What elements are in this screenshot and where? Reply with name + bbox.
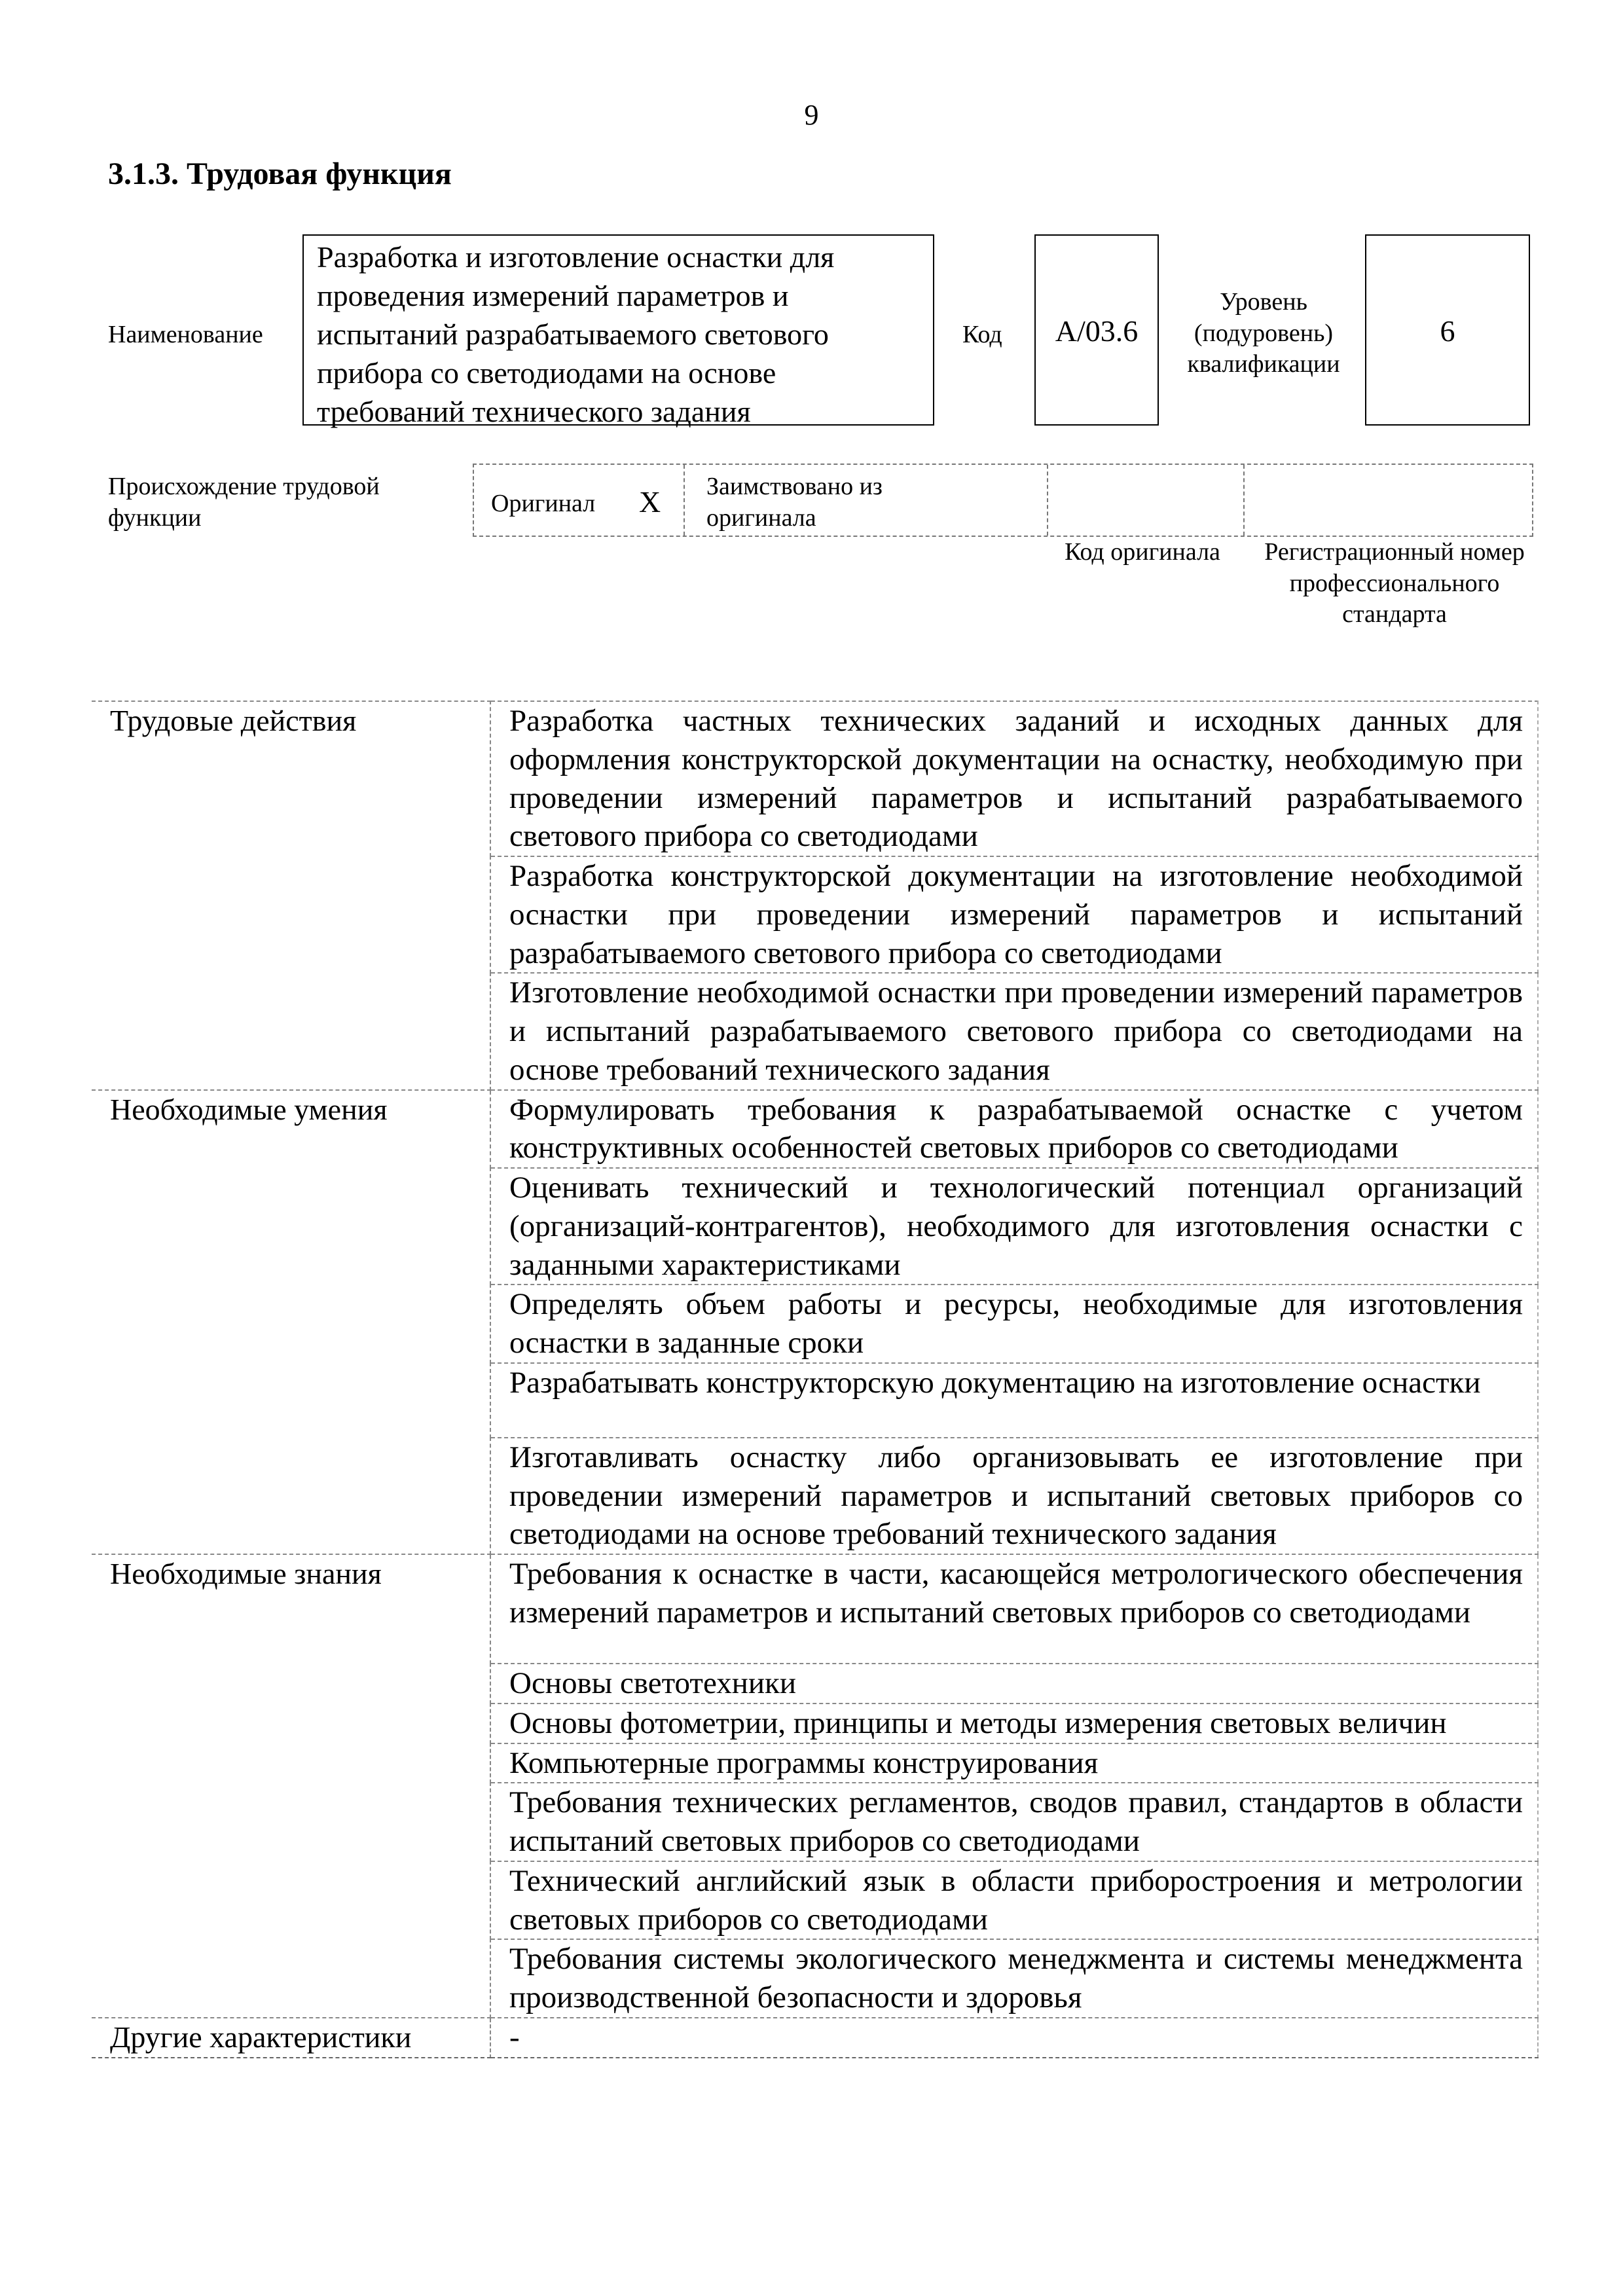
section-label: Трудовые действия xyxy=(92,701,490,1090)
table-cell: Оценивать технический и технологический потенциал организаций (организаций-контрагентов), необходимого для изготовления оснастки с заданными характеристиками xyxy=(490,1168,1538,1285)
original-mark: X xyxy=(639,485,661,519)
table-cell: Разработка конструкторской документации на изготовление необходимой оснастки при проведении измерений параметров и испытаний разрабатываемого светового прибора со светодиодами xyxy=(490,856,1538,973)
table-cell: Требования системы экологического менеджмента и системы менеджмента производственной безопасности и здоровья xyxy=(490,1939,1538,2018)
reg-number-caption: Регистрационный номер профессионального стандарта xyxy=(1264,538,1525,628)
section-label: Необходимые умения xyxy=(92,1090,490,1555)
table-row xyxy=(92,701,1538,856)
table-cell: Основы светотехники xyxy=(490,1664,1538,1704)
function-table xyxy=(92,701,1539,2058)
table-row xyxy=(92,2018,1538,2058)
table-cell: Требования технических регламентов, сводов правил, стандартов в области испытаний световых приборов со светодиодами xyxy=(490,1783,1538,1861)
table-row xyxy=(92,1554,1538,1664)
code-original-caption: Код оригинала xyxy=(1065,538,1220,566)
level-label: Уровень (подуровень) квалификации xyxy=(1187,288,1340,378)
code-label: Код xyxy=(962,321,1002,348)
origin-label: Происхождение трудовой функции xyxy=(108,473,380,532)
name-label: Наименование xyxy=(108,321,263,348)
table-cell: Изготавливать оснастку либо организовывать ее изготовление при проведении измерений параметров и испытаний световых приборов со светодиодами на основе требований технического задания xyxy=(490,1438,1538,1554)
section-label: Необходимые знания xyxy=(92,1554,490,2018)
table-cell: Формулировать требования к разрабатываемой оснастке с учетом конструктивных особенностей световых приборов со светодиодами xyxy=(490,1090,1538,1169)
table-cell: Определять объем работы и ресурсы, необходимые для изготовления оснастки в заданные сроки xyxy=(490,1285,1538,1363)
table-cell: - xyxy=(490,2018,1538,2058)
code-value: А/03.6 xyxy=(1034,234,1159,426)
name-value: Разработка и изготовление оснастки для проведения измерений параметров и испытаний разрабатываемого светового прибора со светодиодами на основе требований технического задания xyxy=(302,234,934,426)
table-row xyxy=(92,1090,1538,1169)
table-cell: Основы фотометрии, принципы и методы измерения световых величин xyxy=(490,1704,1538,1743)
section-label: Другие характеристики xyxy=(92,2018,490,2058)
table-cell: Требования к оснастке в части, касающейся метрологического обеспечения измерений параметров и испытаний световых приборов со светодиодами xyxy=(490,1554,1538,1664)
original-label: Оригинал xyxy=(491,490,596,517)
table-cell: Технический английский язык в области приборостроения и метрологии световых приборов со светодиодами xyxy=(490,1861,1538,1940)
table-cell: Разрабатывать конструкторскую документацию на изготовление оснастки xyxy=(490,1363,1538,1438)
level-value: 6 xyxy=(1365,234,1530,426)
borrowed-label: Заимствовано из оригинала xyxy=(706,473,883,532)
origin-box xyxy=(473,464,1533,537)
table-cell: Разработка частных технических заданий и исходных данных для оформления конструкторской документации на оснастку, необходимую при проведении измерений параметров и испытаний разрабатываемого светового прибора со светодиодами xyxy=(490,701,1538,856)
table-cell: Изготовление необходимой оснастки при проведении измерений параметров и испытаний разрабатываемого светового прибора со светодиодами на основе требований технического задания xyxy=(490,973,1538,1089)
section-heading: 3.1.3. Трудовая функция xyxy=(108,156,452,191)
table-cell: Компьютерные программы конструирования xyxy=(490,1743,1538,1783)
page-number: 9 xyxy=(804,99,819,131)
